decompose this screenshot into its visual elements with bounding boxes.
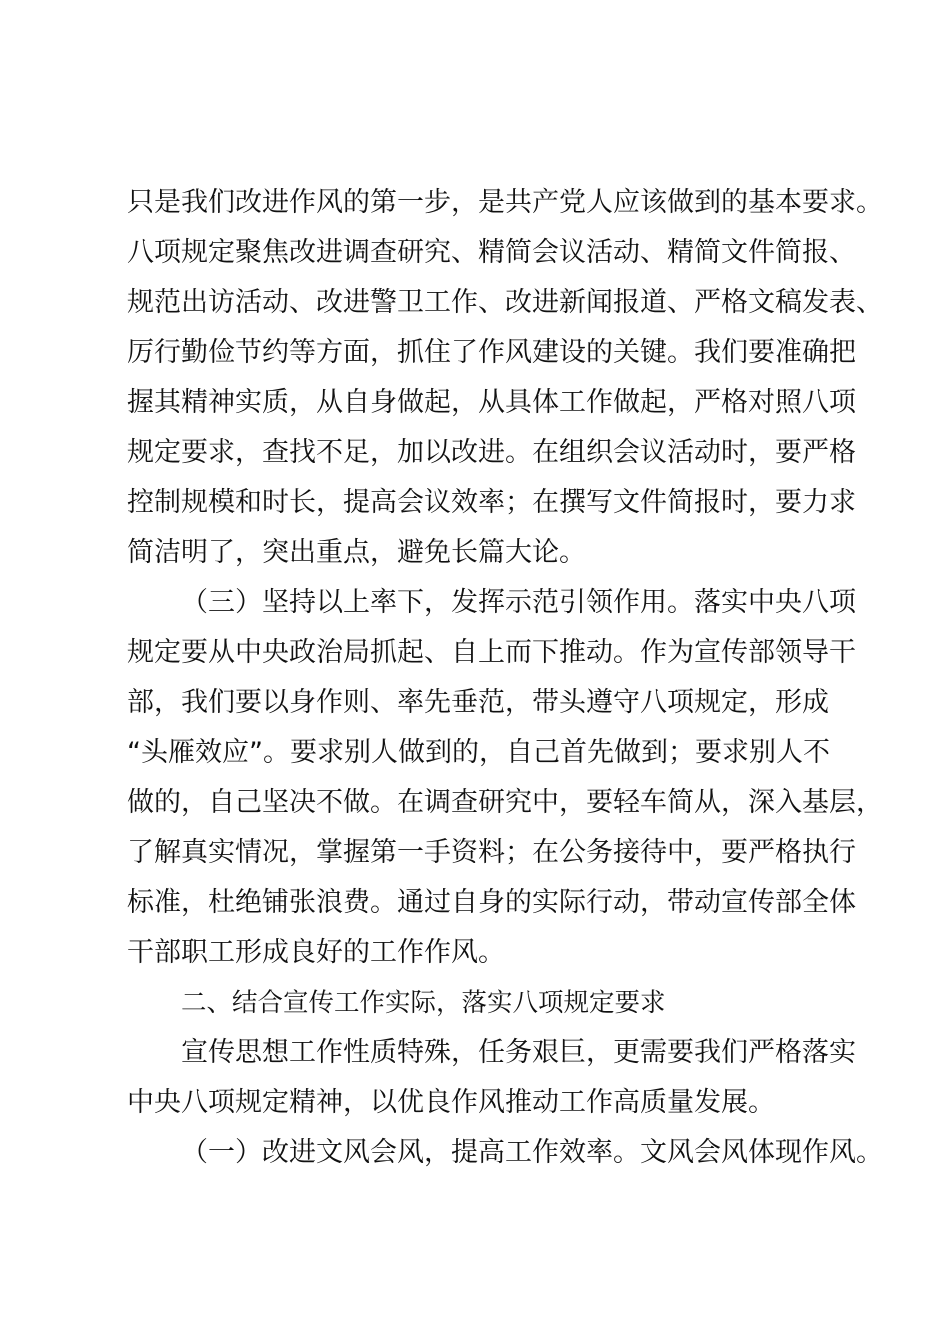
paragraph-line: 规范出访活动、改进警卫工作、改进新闻报道、严格文稿发表、	[127, 287, 883, 318]
paragraph-line: 只是我们改进作风的第一步，是共产党人应该做到的基本要求。	[127, 187, 883, 218]
paragraph-line: 干部职工形成良好的工作作风。	[127, 937, 505, 968]
chapter-heading: 二、结合宣传工作实际，落实八项规定要求	[181, 988, 666, 1018]
paragraph-line: 握其精神实质，从自身做起，从具体工作做起，严格对照八项	[127, 387, 856, 418]
paragraph-line: 宣传思想工作性质特殊，任务艰巨，更需要我们严格落实	[181, 1037, 856, 1068]
paragraph-line: 八项规定聚焦改进调查研究、精简会议活动、精简文件简报、	[127, 237, 856, 268]
paragraph-line: 部，我们要以身作则、率先垂范，带头遵守八项规定，形成	[127, 687, 829, 718]
paragraph-line: 规定要从中央政治局抓起、自上而下推动。作为宣传部领导干	[127, 637, 856, 668]
paragraph-line: 厉行勤俭节约等方面，抓住了作风建设的关键。我们要准确把	[127, 337, 856, 368]
paragraph-line: 中央八项规定精神，以优良作风推动工作高质量发展。	[127, 1087, 775, 1118]
document-body	[127, 178, 883, 1178]
section-heading-line: （一）改进文风会风，提高工作效率。文风会风体现作风。	[181, 1137, 883, 1168]
paragraph-line: 简洁明了，突出重点，避免长篇大论。	[127, 537, 586, 568]
paragraph-line: “头雁效应”。要求别人做到的，自己首先做到；要求别人不	[127, 737, 830, 768]
section-heading-line: （三）坚持以上率下，发挥示范引领作用。落实中央八项	[181, 587, 856, 618]
paragraph-line: 控制规模和时长，提高会议效率；在撰写文件简报时，要力求	[127, 487, 856, 518]
paragraph-line: 了解真实情况，掌握第一手资料；在公务接待中，要严格执行	[127, 837, 856, 868]
paragraph-line: 规定要求，查找不足，加以改进。在组织会议活动时，要严格	[127, 437, 856, 468]
paragraph-line: 做的，自己坚决不做。在调查研究中，要轻车简从，深入基层，	[127, 787, 883, 818]
paragraph-line: 标准，杜绝铺张浪费。通过自身的实际行动，带动宣传部全体	[127, 887, 856, 918]
